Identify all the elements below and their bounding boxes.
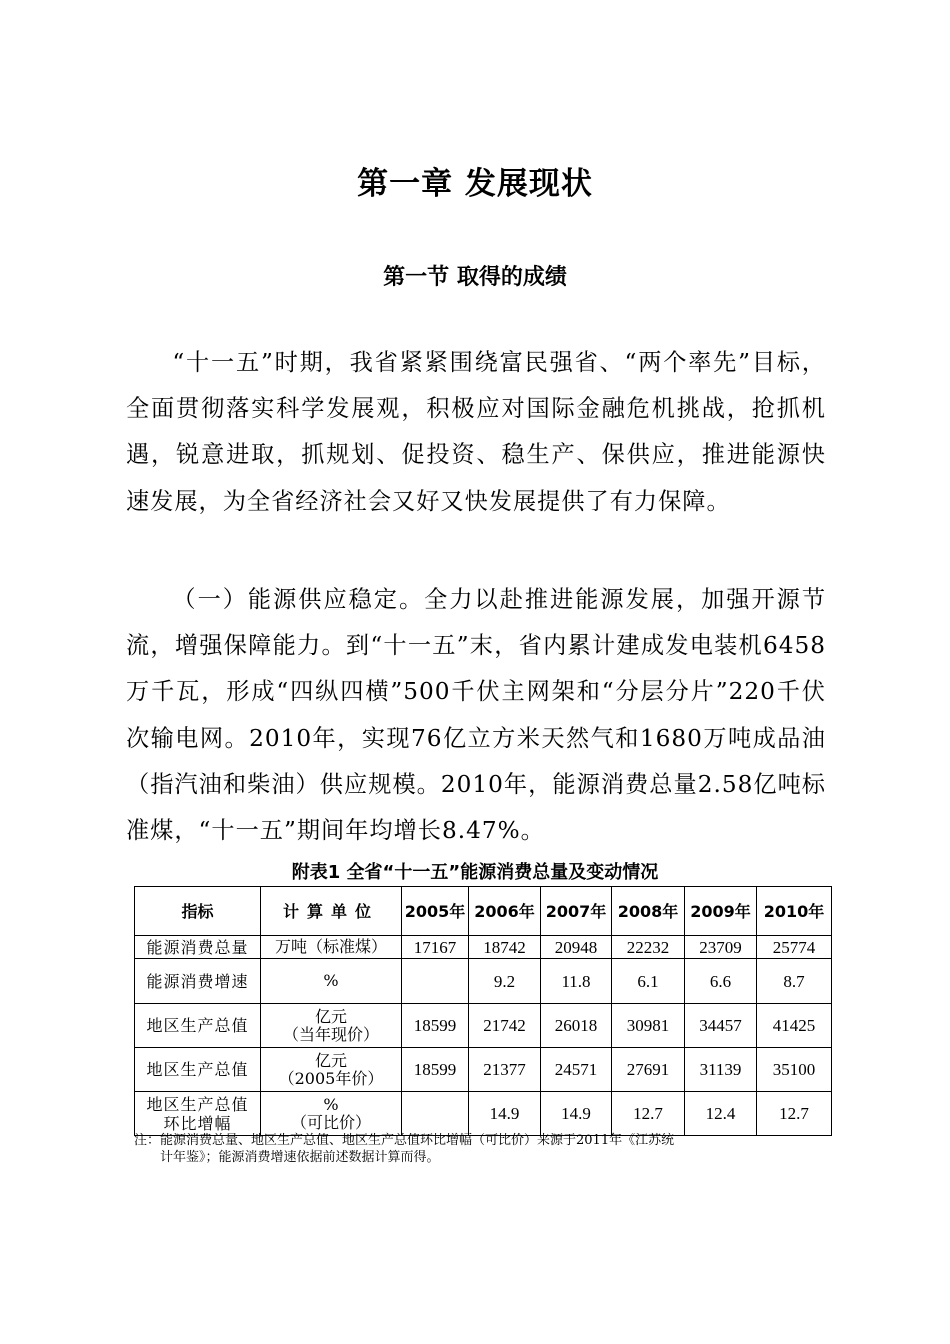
row-unit xyxy=(261,1092,402,1136)
row-unit xyxy=(261,1048,402,1092)
table-cell: 14.9 xyxy=(469,1092,541,1136)
row-label xyxy=(135,1092,261,1136)
unit-line: （2005年价） xyxy=(278,1068,384,1088)
table-cell xyxy=(402,959,469,1004)
table-cell: 9.2 xyxy=(469,959,541,1004)
table-cell: 6.6 xyxy=(685,959,757,1004)
row-label: 地区生产总值 xyxy=(135,1048,261,1092)
section-title: 第一节 取得的成绩 xyxy=(383,265,567,290)
table-cell: 21742 xyxy=(469,1004,541,1048)
header-year: 2010年 xyxy=(757,887,832,936)
note-line: 计年鉴》；能源消费增速依据前述数据计算而得。 xyxy=(160,1150,440,1165)
header-year: 2005年 xyxy=(402,887,469,936)
table-cell: 24571 xyxy=(541,1048,612,1092)
table-cell: 34457 xyxy=(685,1004,757,1048)
header-year: 2007年 xyxy=(541,887,612,936)
table-row xyxy=(135,959,832,1004)
table-cell: 23709 xyxy=(685,936,757,959)
table-cell: 26018 xyxy=(541,1004,612,1048)
table-cell: 12.7 xyxy=(612,1092,685,1136)
table-cell: 12.7 xyxy=(757,1092,832,1136)
table-cell: 6.1 xyxy=(612,959,685,1004)
table-cell: 25774 xyxy=(757,936,832,959)
paragraph-intro: “十一五”时期，我省紧紧围绕富民强省、“两个率先”目标，全面贯彻落实科学发展观，积极应对国际金融危机挑战，抢抓机遇，锐意进取，抓规划、促投资、稳生产、保供应，推进能源快速发展，为全省经济社会又好又快发展提供了有力保障。 xyxy=(126,349,826,515)
row-unit: 万吨（标准煤） xyxy=(261,936,402,959)
chapter-title: 第一章 发展现状 xyxy=(357,166,593,202)
table-cell: 8.7 xyxy=(757,959,832,1004)
table-note xyxy=(134,1132,834,1166)
row-label: 地区生产总值 xyxy=(135,1004,261,1048)
table-caption: 附表1 全省“十一五”能源消费总量及变动情况 xyxy=(291,862,659,883)
table-row xyxy=(135,1004,832,1048)
header-unit: 计算单位 xyxy=(261,887,402,936)
table-row xyxy=(135,936,832,959)
unit-line: 亿元 xyxy=(314,1050,347,1070)
table-cell: 20948 xyxy=(541,936,612,959)
table-cell xyxy=(402,1092,469,1136)
table-cell: 22232 xyxy=(612,936,685,959)
unit-line: % xyxy=(323,1094,339,1114)
table-cell: 18599 xyxy=(402,1048,469,1092)
table-cell: 31139 xyxy=(685,1048,757,1092)
table-cell: 27691 xyxy=(612,1048,685,1092)
table-row xyxy=(135,1092,832,1136)
table-cell: 14.9 xyxy=(541,1092,612,1136)
table-header-row xyxy=(135,887,832,936)
unit-line: 亿元 xyxy=(314,1006,347,1026)
header-year: 2008年 xyxy=(612,887,685,936)
header-indicator: 指标 xyxy=(135,887,261,936)
row-label: 能源消费增速 xyxy=(135,959,261,1004)
table-cell: 35100 xyxy=(757,1048,832,1092)
row-unit xyxy=(261,1004,402,1048)
paragraph-lead: （一）能源供应稳定。 xyxy=(172,586,425,613)
paragraph-body: 全力以赴推进能源发展，加强开源节流，增强保障能力。到“十一五”末，省内累计建成发电装机6458万千瓦，形成“四纵四横”500千伏主网架和“分层分片”220千伏次输电网。2010年，实现76亿立方米天然气和1680万吨成品油（指汽油和柴油）供应规模。2010年，能源消费总量2.58亿吨标准煤，“十一五”期间年均增长8.47%。 xyxy=(126,586,827,845)
paragraph-energy-supply xyxy=(126,577,826,854)
table-row xyxy=(135,1048,832,1092)
label-line: 地区生产总值 xyxy=(146,1094,249,1114)
header-year: 2009年 xyxy=(685,887,757,936)
table-cell: 30981 xyxy=(612,1004,685,1048)
table-cell: 18599 xyxy=(402,1004,469,1048)
header-year: 2006年 xyxy=(469,887,541,936)
label-line: 环比增幅 xyxy=(163,1113,232,1133)
table-cell: 11.8 xyxy=(541,959,612,1004)
unit-line: （当年现价） xyxy=(282,1024,379,1044)
table-cell: 41425 xyxy=(757,1004,832,1048)
table-cell: 12.4 xyxy=(685,1092,757,1136)
table-cell: 18742 xyxy=(469,936,541,959)
table-cell: 17167 xyxy=(402,936,469,959)
unit-line: （可比价） xyxy=(290,1112,371,1132)
note-line: 注：能源消费总量、地区生产总值、地区生产总值环比增幅（可比价）来源于2011年《江苏统 xyxy=(134,1133,675,1148)
energy-consumption-table xyxy=(134,886,832,1136)
row-label: 能源消费总量 xyxy=(135,936,261,959)
table-cell: 21377 xyxy=(469,1048,541,1092)
row-unit: % xyxy=(261,959,402,1004)
